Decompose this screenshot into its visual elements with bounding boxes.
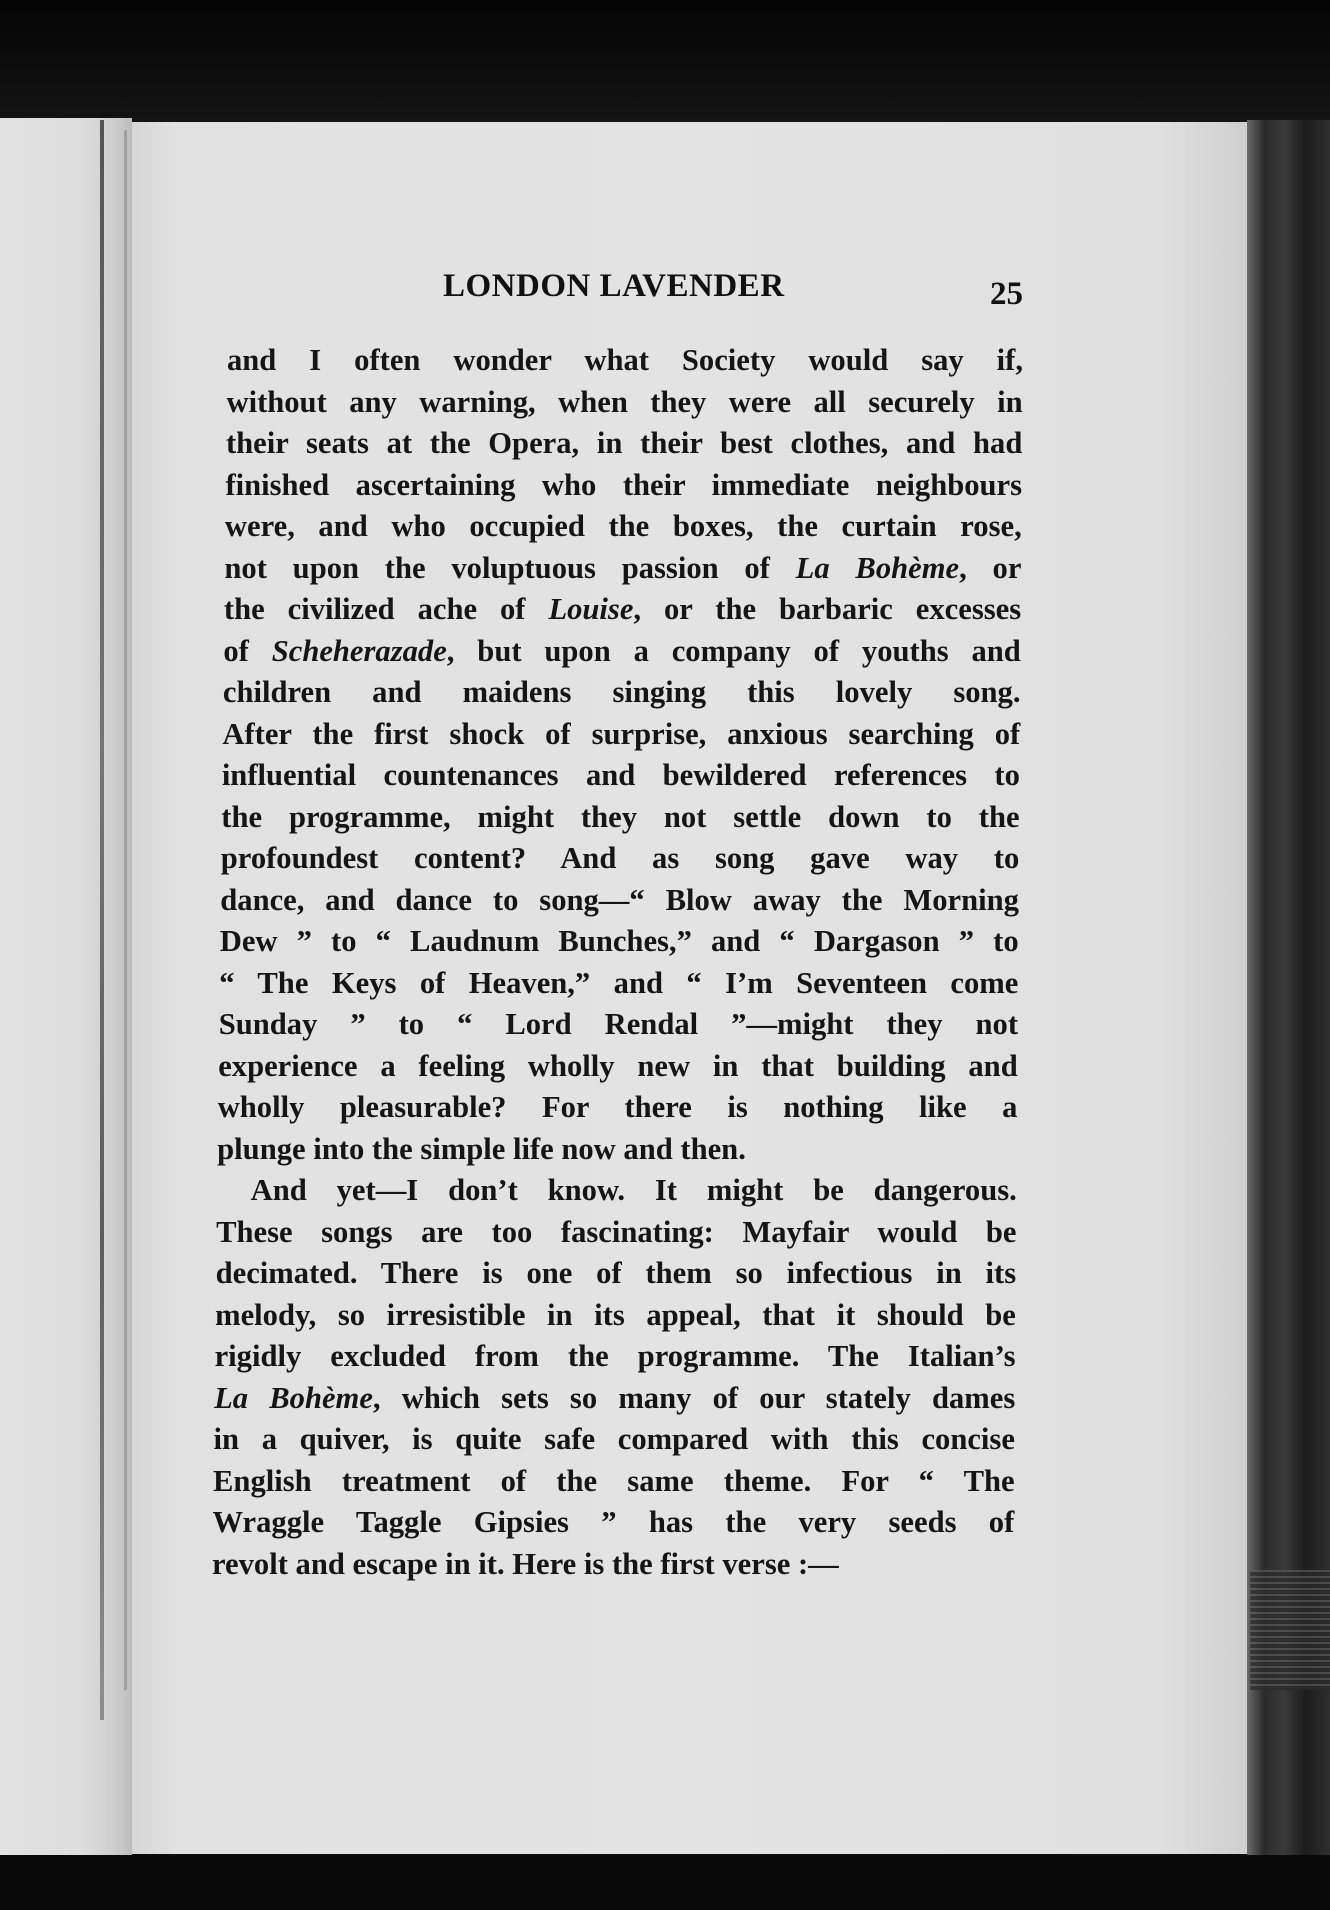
text-line [222,755,1020,795]
page-block-stack-lines [1250,1570,1330,1690]
binding-gutter-line-inner [124,130,127,1690]
text-run: Sunday ” to “ Lord Rendal ”—might they not [218,1007,1019,1041]
text-run: experience a feeling wholly new in that building and [218,1048,1018,1083]
text-run: children and maidens singing this lovely song. [222,675,1021,709]
text-line [251,1170,1017,1210]
top-scan-shadow [0,0,1330,130]
text-line [213,1461,1015,1501]
text-line [214,1378,1015,1418]
bottom-scan-shadow [0,1855,1330,1910]
text-line [225,506,1022,546]
text-line [227,340,1023,380]
text-line [212,1544,1014,1584]
text-run: rigidly excluded from the programme. The Italian’s [214,1339,1016,1373]
text-line [216,1253,1017,1293]
text-run: not upon the voluptuous passion of [224,550,796,585]
text-run: the civilized ache of [223,592,549,626]
text-run: , but upon a company of youths and [446,633,1021,668]
italic-title: La Bohème [795,550,960,585]
italic-title: Scheherazade [271,633,447,668]
text-run: profoundest content? And as song gave way to [220,841,1020,875]
text-line [224,548,1021,588]
text-run: the programme, might they not settle down to the [221,799,1020,834]
text-line [218,1046,1018,1086]
text-run: Wraggle Taggle Gipsies ” has the very seeds of [212,1505,1015,1539]
text-run: These songs are too fascinating: Mayfair would be [216,1214,1017,1249]
text-run: And yet—I don’t know. It might be dangerous. [250,1173,1017,1207]
text-run: influential countenances and bewildered references to [221,758,1020,792]
text-run: and I often wonder what Society would say if, [227,343,1023,377]
text-line [220,880,1019,920]
facing-page-edge [0,118,132,1858]
text-line [215,1295,1016,1335]
text-run: Dew ” to “ Laudnum Bunches,” and “ Dargason ” to [219,924,1019,958]
text-line [213,1502,1015,1542]
text-run: , which sets so many of our stately dames [372,1380,1016,1415]
binding-gutter-line [100,120,104,1720]
text-line [215,1336,1016,1376]
text-run: finished ascertaining who their immediate neighbours [225,467,1023,502]
text-line [226,382,1022,422]
text-run: melody, so irresistible in its appeal, that it should be [215,1297,1016,1332]
text-line [217,1129,1017,1169]
text-line [225,465,1022,505]
text-run: “ The Keys of Heaven,” and “ I’m Seventeen come [219,965,1019,1000]
text-run: plunge into the simple life now and then. [217,1131,746,1166]
text-line [223,631,1020,671]
text-line [219,963,1018,1003]
text-line [221,838,1019,878]
running-title: LONDON LAVENDER [443,268,785,304]
text-run: wholly pleasurable? For there is nothing like a [217,1090,1018,1124]
text-run: , or [959,550,1022,585]
text-run: their seats at the Opera, in their best clothes, and had [225,426,1023,460]
text-line [222,714,1020,754]
text-run: English treatment of the same theme. For “ The [213,1463,1015,1498]
text-run: , or the barbaric excesses [633,592,1022,626]
text-line [220,921,1019,961]
text-line [224,589,1021,629]
page-number: 25 [990,276,1023,312]
text-run: in a quiver, is quite safe compared with this concise [213,1422,1015,1456]
text-run: dance, and dance to song—“ Blow away the Morning [220,882,1019,917]
italic-title: Louise [548,592,634,626]
text-line [216,1212,1016,1252]
text-run: After the first shock of surprise, anxious searching of [222,716,1021,751]
text-run: were, and who occupied the boxes, the curtain rose, [224,509,1022,543]
text-line [223,672,1021,712]
text-line [226,423,1022,463]
text-line [214,1419,1015,1459]
text-run: of [223,633,272,668]
italic-title: La Bohème [214,1380,373,1415]
text-line [219,1004,1018,1044]
text-line [221,797,1019,837]
text-run: decimated. There is one of them so infectious in its [215,1256,1017,1290]
text-run: without any warning, when they were all securely in [226,384,1023,419]
text-run: revolt and escape in it. Here is the first verse :— [212,1546,839,1581]
text-line [218,1087,1018,1127]
